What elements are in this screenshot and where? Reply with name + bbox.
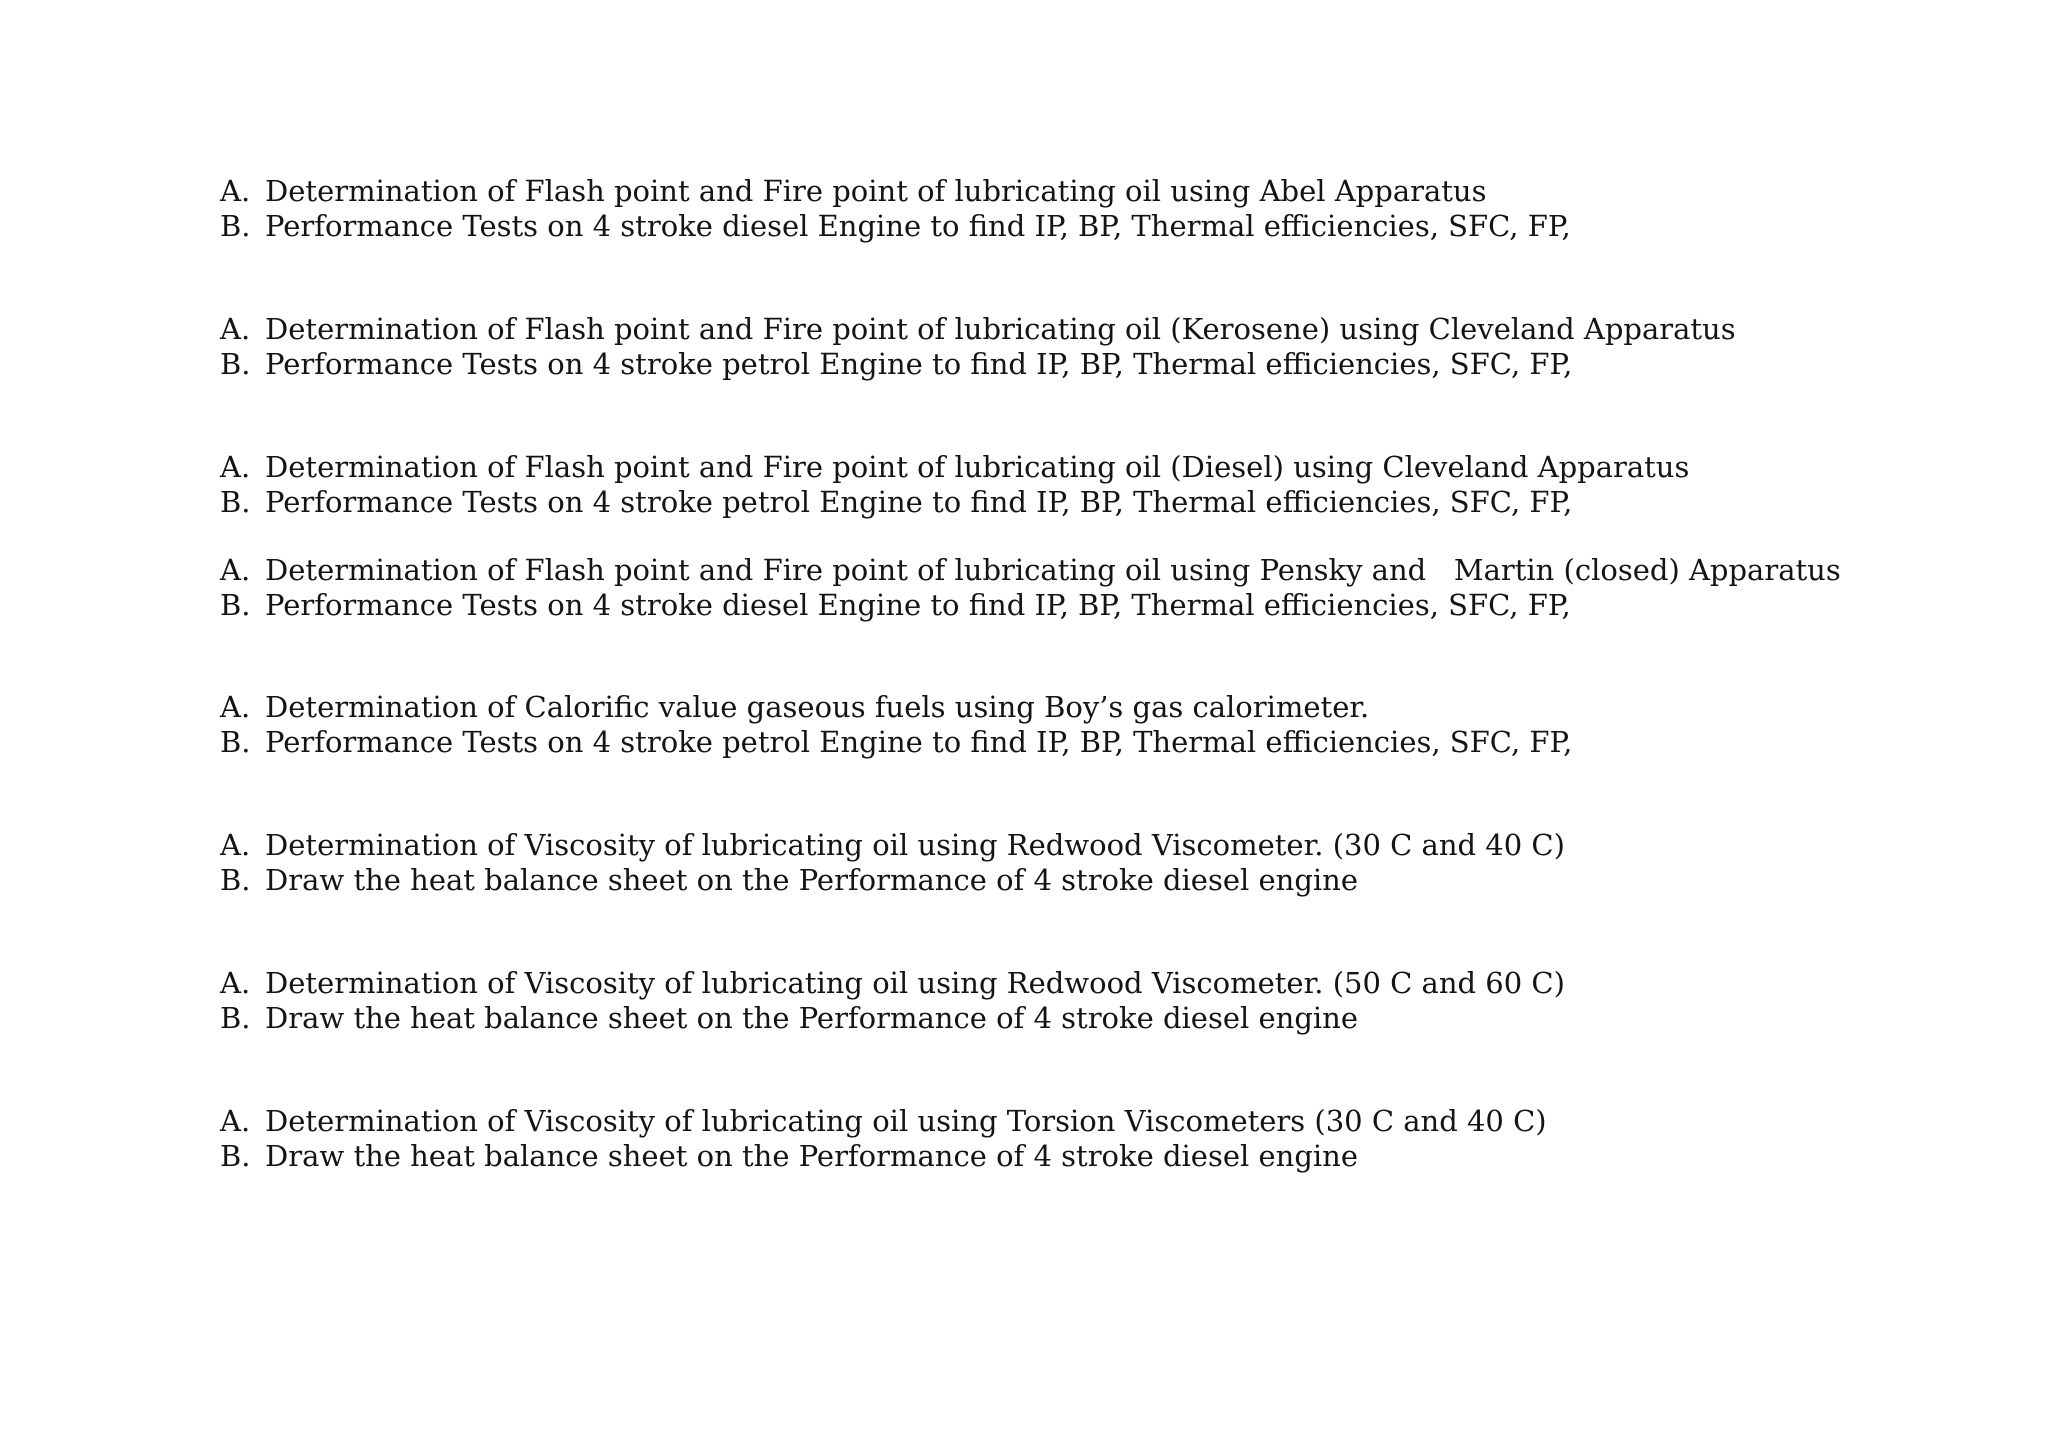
list-marker: B. xyxy=(220,1001,251,1035)
list-item xyxy=(220,485,1920,520)
list-item xyxy=(220,588,1920,623)
list-item xyxy=(220,1104,1920,1139)
list-item xyxy=(220,174,1920,209)
experiment-group-3 xyxy=(220,450,1920,520)
list-item-text: Performance Tests on 4 stroke petrol Engine to find IP, BP, Thermal efficiencies, SFC, FP, xyxy=(265,347,1573,381)
experiment-group-6 xyxy=(220,828,1920,898)
list-marker: B. xyxy=(220,347,251,381)
list-item-text: Determination of Flash point and Fire point of lubricating oil using Abel Apparatus xyxy=(265,174,1487,208)
list-item xyxy=(220,1139,1920,1174)
list-marker: A. xyxy=(220,690,251,724)
list-item-text: Determination of Viscosity of lubricating oil using Torsion Viscometers (30 C and 40 C) xyxy=(265,1104,1547,1138)
list-item-text: Determination of Viscosity of lubricating oil using Redwood Viscometer. (50 C and 60 C) xyxy=(265,966,1565,1000)
list-item-text: Determination of Viscosity of lubricating oil using Redwood Viscometer. (30 C and 40 C) xyxy=(265,828,1565,862)
experiment-group-5 xyxy=(220,690,1920,760)
list-item-text: Draw the heat balance sheet on the Performance of 4 stroke diesel engine xyxy=(265,1001,1359,1035)
experiment-group-4 xyxy=(220,553,1920,623)
list-item xyxy=(220,312,1920,347)
list-item xyxy=(220,553,1920,588)
list-item-text: Performance Tests on 4 stroke diesel Engine to find IP, BP, Thermal efficiencies, SFC, FP, xyxy=(265,209,1571,243)
list-item xyxy=(220,690,1920,725)
list-item-text: Determination of Calorific value gaseous fuels using Boy’s gas calorimeter. xyxy=(265,690,1370,724)
list-marker: A. xyxy=(220,828,251,862)
list-item xyxy=(220,863,1920,898)
list-marker: A. xyxy=(220,1104,251,1138)
experiment-group-8 xyxy=(220,1104,1920,1174)
list-item xyxy=(220,1001,1920,1036)
list-marker: B. xyxy=(220,588,251,622)
list-marker: B. xyxy=(220,209,251,243)
experiment-group-7 xyxy=(220,966,1920,1036)
list-item xyxy=(220,347,1920,382)
list-item xyxy=(220,828,1920,863)
list-item-text: Draw the heat balance sheet on the Performance of 4 stroke diesel engine xyxy=(265,863,1359,897)
list-item-text: Performance Tests on 4 stroke petrol Engine to find IP, BP, Thermal efficiencies, SFC, FP, xyxy=(265,485,1573,519)
list-marker: B. xyxy=(220,863,251,897)
list-item-text: Draw the heat balance sheet on the Performance of 4 stroke diesel engine xyxy=(265,1139,1359,1173)
list-item xyxy=(220,450,1920,485)
list-item xyxy=(220,725,1920,760)
list-item-text: Performance Tests on 4 stroke diesel Engine to find IP, BP, Thermal efficiencies, SFC, FP, xyxy=(265,588,1571,622)
list-marker: A. xyxy=(220,966,251,1000)
experiment-group-1 xyxy=(220,174,1920,244)
list-marker: B. xyxy=(220,725,251,759)
list-item xyxy=(220,966,1920,1001)
list-marker: A. xyxy=(220,312,251,346)
list-item-text: Determination of Flash point and Fire point of lubricating oil (Kerosene) using Cleveland Apparatus xyxy=(265,312,1736,346)
experiment-group-2 xyxy=(220,312,1920,382)
list-item-text: Determination of Flash point and Fire point of lubricating oil using Pensky and Martin (closed) Apparatus xyxy=(265,553,1841,587)
list-marker: A. xyxy=(220,553,251,587)
list-marker: B. xyxy=(220,485,251,519)
list-item-text: Determination of Flash point and Fire point of lubricating oil (Diesel) using Cleveland Apparatus xyxy=(265,450,1690,484)
list-marker: A. xyxy=(220,450,251,484)
list-marker: B. xyxy=(220,1139,251,1173)
list-item xyxy=(220,209,1920,244)
list-item-text: Performance Tests on 4 stroke petrol Engine to find IP, BP, Thermal efficiencies, SFC, FP, xyxy=(265,725,1573,759)
list-marker: A. xyxy=(220,174,251,208)
